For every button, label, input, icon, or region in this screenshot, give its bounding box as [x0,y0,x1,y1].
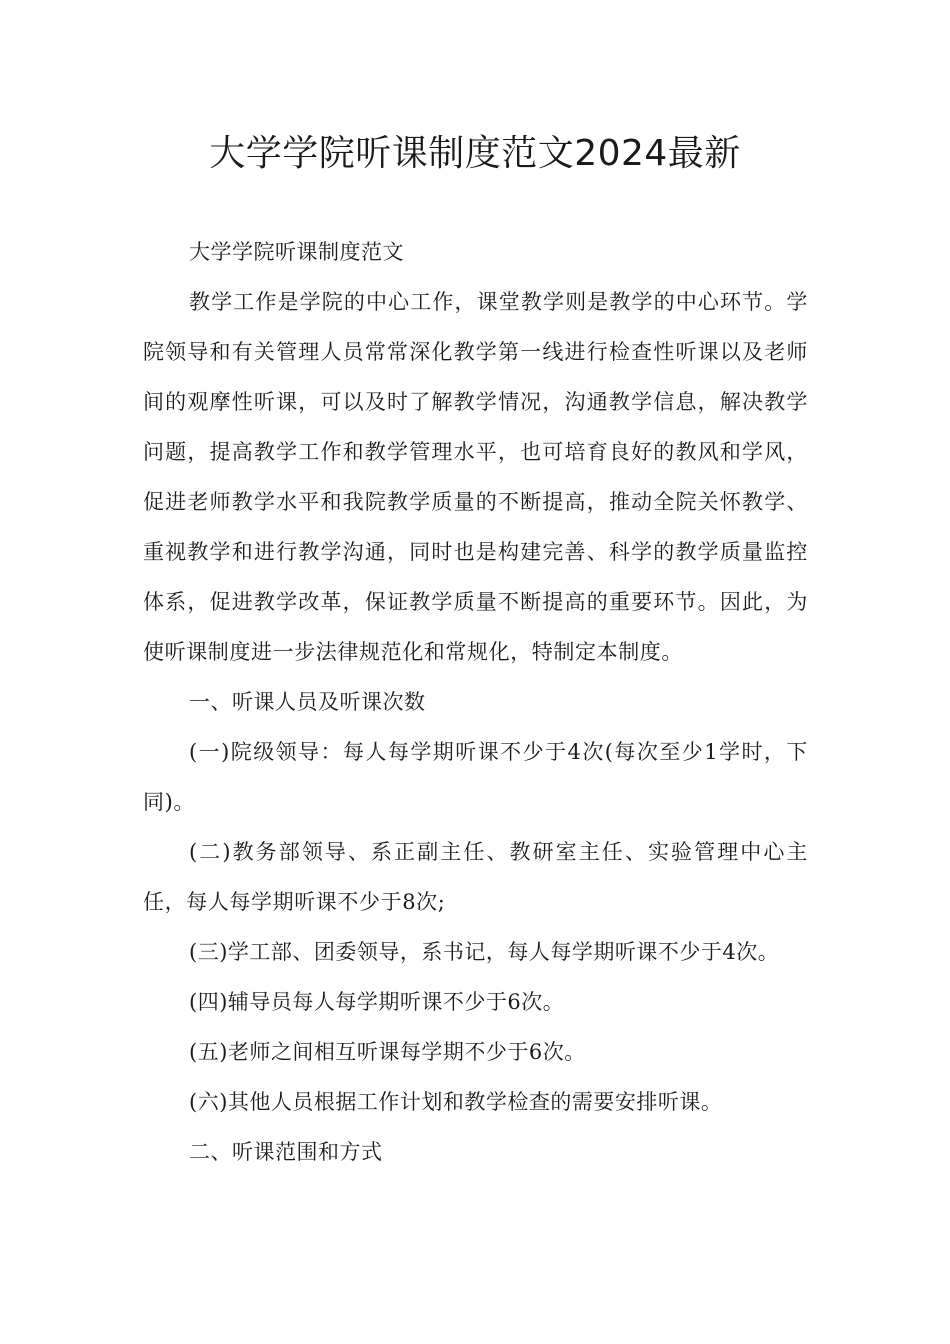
document-body [143,227,808,1177]
list-item-4: (四)辅导员每人每学期听课不少于6次。 [189,990,565,1014]
list-item-2: (二)教务部领导、系正副主任、教研室主任、实验管理中心主任，每人每学期听课不少于8次; [143,840,808,914]
section-heading-1: 一、听课人员及听课次数 [189,690,426,714]
list-item-3: (三)学工部、团委领导，系书记，每人每学期听课不少于4次。 [189,940,780,964]
list-item-5: (五)老师之间相互听课每学期不少于6次。 [189,1040,586,1064]
list-item-1: (一)院级领导：每人每学期听课不少于4次(每次至少1学时，下同)。 [143,740,808,814]
paragraph-subtitle: 大学学院听课制度范文 [189,240,404,264]
list-item-6: (六)其他人员根据工作计划和教学检查的需要安排听课。 [189,1090,723,1114]
section-heading-2: 二、听课范围和方式 [189,1140,383,1164]
document-title: 大学学院听课制度范文2024最新 [209,133,741,174]
paragraph-intro: 教学工作是学院的中心工作，课堂教学则是教学的中心环节。学院领导和有关管理人员常常深化教学第一线进行检查性听课以及老师间的观摩性听课，可以及时了解教学情况，沟通教学信息，解决教学问题，提高教学工作和教学管理水平，也可培育良好的教风和学风，促进老师教学水平和我院教学质量的不断提高，推动全院关怀教学、重视教学和进行教学沟通，同时也是构建完善、科学的教学质量监控体系，促进教学改革，保证教学质量不断提高的重要环节。因此，为使听课制度进一步法律规范化和常规化，特制定本制度。 [143,290,808,664]
